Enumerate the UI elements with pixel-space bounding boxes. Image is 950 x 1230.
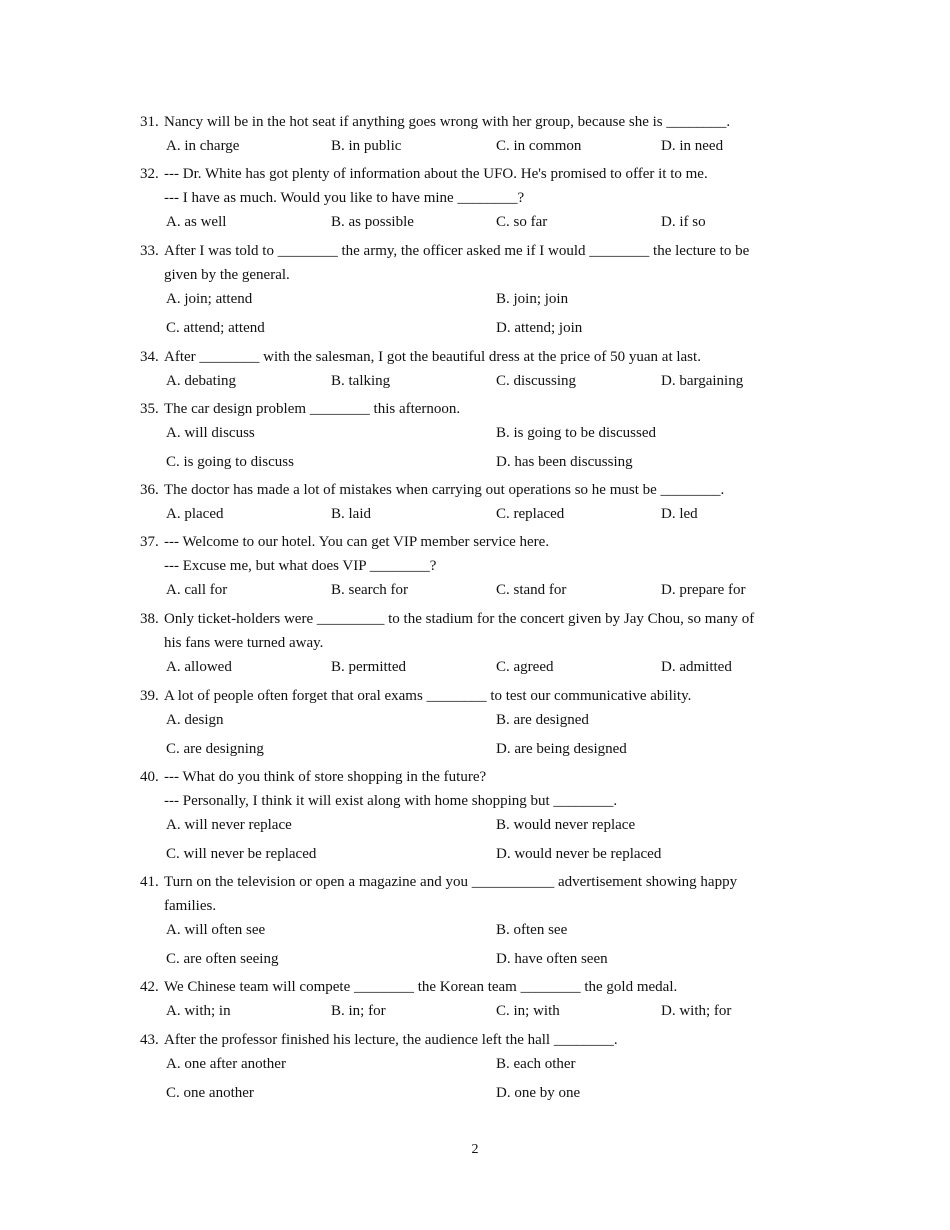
option-d: D. with; for (661, 1003, 732, 1019)
option-a: A. will often see (166, 922, 266, 938)
question-stem: A lot of people often forget that oral exams ________ to test our communicative ability. (164, 688, 692, 704)
question-number: 41. (140, 874, 159, 890)
option-c: C. in common (496, 138, 582, 154)
option-b: B. in public (331, 138, 402, 154)
question-number: 36. (140, 482, 159, 498)
question-number: 34. (140, 349, 159, 365)
question-32 (140, 162, 810, 234)
option-c: C. so far (496, 214, 548, 230)
question-number: 37. (140, 534, 159, 550)
question-number: 38. (140, 611, 159, 627)
option-b: B. laid (331, 506, 371, 522)
option-d: D. would never be replaced (496, 846, 662, 862)
option-b: B. talking (331, 373, 391, 389)
option-a: A. as well (166, 214, 227, 230)
question-35 (140, 397, 810, 474)
question-stem: After ________ with the salesman, I got the beautiful dress at the price of 50 yuan at last. (164, 349, 701, 365)
option-c: C. in; with (496, 1003, 560, 1019)
option-a: A. design (166, 712, 224, 728)
option-a: A. placed (166, 506, 224, 522)
option-a: A. join; attend (166, 291, 253, 307)
question-number: 43. (140, 1032, 159, 1048)
option-a: A. will discuss (166, 425, 255, 441)
option-c: C. attend; attend (166, 320, 265, 336)
question-stem: Turn on the television or open a magazine and you ___________ advertisement showing happy (164, 874, 738, 890)
option-a: A. debating (166, 373, 236, 389)
question-36 (140, 478, 810, 526)
page-number: 2 (471, 1142, 479, 1157)
option-a: A. will never replace (166, 817, 292, 833)
option-d: D. are being designed (496, 741, 627, 757)
option-b: B. each other (496, 1056, 576, 1072)
question-38 (140, 607, 810, 679)
question-stem-continued: --- Excuse me, but what does VIP ________? (164, 558, 437, 574)
option-c: C. are designing (166, 741, 264, 757)
option-c: C. stand for (496, 582, 567, 598)
option-c: C. are often seeing (166, 951, 279, 967)
question-stem: The doctor has made a lot of mistakes when carrying out operations so he must be ________. (164, 482, 725, 498)
question-stem-continued: given by the general. (164, 267, 290, 283)
question-stem: --- Dr. White has got plenty of information about the UFO. He's promised to offer it to me. (164, 166, 708, 182)
question-number: 39. (140, 688, 159, 704)
option-b: B. is going to be discussed (496, 425, 656, 441)
question-stem: Only ticket-holders were _________ to the stadium for the concert given by Jay Chou, so many of (164, 611, 755, 627)
option-c: C. is going to discuss (166, 454, 294, 470)
question-stem-continued: --- Personally, I think it will exist along with home shopping but ________. (164, 793, 618, 809)
option-b: B. join; join (496, 291, 569, 307)
question-41 (140, 870, 810, 971)
question-39 (140, 684, 810, 761)
option-d: D. if so (661, 214, 706, 230)
option-d: D. attend; join (496, 320, 583, 336)
option-b: B. often see (496, 922, 568, 938)
question-43 (140, 1028, 810, 1105)
option-d: D. has been discussing (496, 454, 633, 470)
question-stem-continued: families. (164, 898, 217, 914)
question-stem: --- What do you think of store shopping in the future? (164, 769, 487, 785)
option-b: B. as possible (331, 214, 414, 230)
question-stem: After I was told to ________ the army, the officer asked me if I would ________ the lecture to be (164, 243, 750, 259)
question-number: 31. (140, 114, 159, 130)
question-stem: We Chinese team will compete ________ the Korean team ________ the gold medal. (164, 979, 678, 995)
question-34 (140, 345, 810, 393)
question-stem: --- Welcome to our hotel. You can get VIP member service here. (164, 534, 550, 550)
option-d: D. bargaining (661, 373, 744, 389)
option-a: A. in charge (166, 138, 240, 154)
question-number: 32. (140, 166, 159, 182)
option-b: B. search for (331, 582, 409, 598)
option-b: B. would never replace (496, 817, 636, 833)
question-number: 35. (140, 401, 159, 417)
question-number: 40. (140, 769, 159, 785)
question-37 (140, 530, 810, 602)
option-d: D. one by one (496, 1085, 581, 1101)
option-d: D. in need (661, 138, 724, 154)
option-b: B. in; for (331, 1003, 386, 1019)
option-d: D. admitted (661, 659, 732, 675)
option-a: A. one after another (166, 1056, 286, 1072)
option-d: D. prepare for (661, 582, 746, 598)
option-d: D. have often seen (496, 951, 608, 967)
option-b: B. are designed (496, 712, 589, 728)
option-c: C. one another (166, 1085, 254, 1101)
question-stem: Nancy will be in the hot seat if anything goes wrong with her group, because she is ________. (164, 114, 731, 130)
option-b: B. permitted (331, 659, 406, 675)
question-33 (140, 239, 810, 340)
question-42 (140, 975, 810, 1023)
question-40 (140, 765, 810, 866)
question-stem: The car design problem ________ this afternoon. (164, 401, 461, 417)
option-a: A. with; in (166, 1003, 231, 1019)
question-number: 42. (140, 979, 159, 995)
question-number: 33. (140, 243, 159, 259)
option-a: A. call for (166, 582, 228, 598)
question-stem-continued: his fans were turned away. (164, 635, 324, 651)
option-c: C. discussing (496, 373, 577, 389)
option-a: A. allowed (166, 659, 232, 675)
question-31 (140, 110, 810, 158)
option-d: D. led (661, 506, 698, 522)
option-c: C. agreed (496, 659, 554, 675)
option-c: C. will never be replaced (166, 846, 317, 862)
question-stem: After the professor finished his lecture, the audience left the hall ________. (164, 1032, 618, 1048)
option-c: C. replaced (496, 506, 565, 522)
question-stem-continued: --- I have as much. Would you like to have mine ________? (164, 190, 525, 206)
